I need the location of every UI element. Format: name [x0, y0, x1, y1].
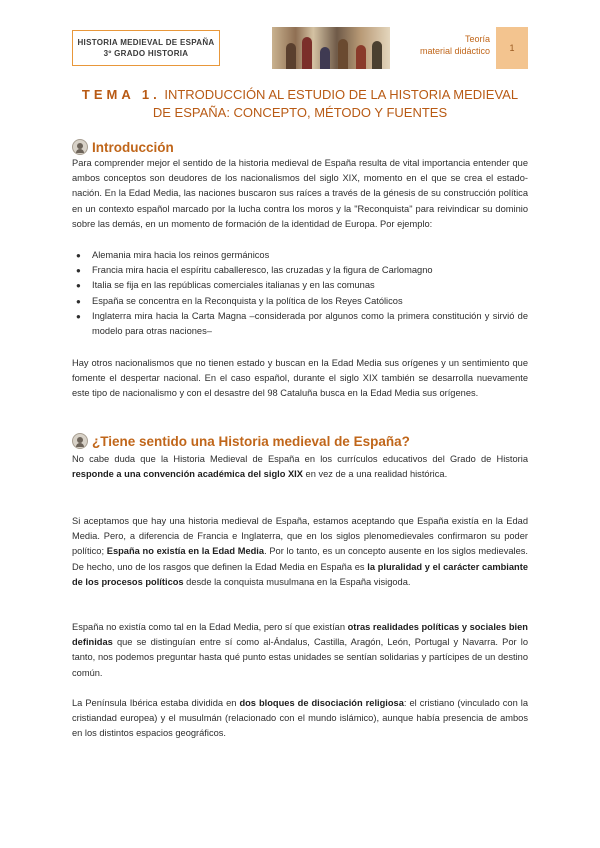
text-run: que se distinguían entre sí como al-Ándalus, Castilla, Aragón, León, Portugal y Navarra. Por lo tanto, nos podemos preguntar hasta qué punto estas unidades se sentían solidarias y partícipes de un destino común. — [72, 637, 528, 678]
list-item: ● España se concentra en la Reconquista y la política de los Reyes Católicos — [72, 294, 528, 309]
material-type-line1: Teoría — [464, 34, 490, 44]
course-label-box — [72, 30, 220, 66]
bold-text-run: la pluralidad y el carácter cambiante de los procesos políticos — [72, 561, 529, 587]
title-tema: TEMA 1. — [81, 87, 161, 102]
page-title — [72, 86, 528, 122]
bold-text-run: otras realidades políticas y sociales bien definidas — [72, 622, 528, 648]
page-number: 1 — [496, 27, 528, 69]
intro-paragraph: Para comprender mejor el sentido de la historia medieval de España resulta de vital importancia entender que ambos conceptos son deudores de los nacionalismos del siglo XIX, momento en el que se crea el estado-nación. En la Edad Media, las naciones buscaron sus raíces a través de la génesis de su construcción política en un contexto español marcado por la lucha contra los moros y la "Reconquista" para reivindicar su dominio sobre las demás, en un momento de formación de la identidad de Europa. Por ejemplo: — [72, 158, 528, 229]
text-run: : el cristiano (vinculado con la cristiandad europea) y el musulmán (relacionado con el mundo islámico), aunque había presencia de ambos en los distintos espacios geográficos. — [72, 698, 529, 739]
list-item: ● Inglaterra mira hacia la Carta Magna –considerada por algunos como la primera constitución y sirvió de modelo para otras naciones– — [72, 309, 528, 339]
text-run: en vez de a una realidad histórica. — [302, 469, 448, 480]
list-item: ● Italia se fija en las repúblicas comerciales italianas y en las comunas — [72, 278, 528, 293]
bold-text-run: dos bloques de disociación religiosa — [239, 698, 404, 708]
title-line2: DE ESPAÑA: CONCEPTO, MÉTODO Y FUENTES — [152, 105, 448, 120]
bold-text-run: España no existía en la Edad Media — [106, 546, 265, 557]
section-heading-text: ¿Tiene sentido una Historia medieval de España? — [92, 433, 410, 449]
section-heading-introduccion — [72, 138, 174, 156]
material-type-line2: material didáctico — [419, 46, 490, 56]
examples-list — [72, 248, 528, 339]
paragraph-espana-no-existia — [72, 514, 528, 590]
scholar-icon — [72, 433, 88, 449]
paragraph-convencion — [72, 452, 528, 482]
text-run: La Península Ibérica estaba dividida en — [72, 698, 240, 708]
title-line1: INTRODUCCIÓN AL ESTUDIO DE LA HISTORIA MEDIEVAL — [164, 87, 519, 102]
paragraph-realidades-politicas — [72, 620, 528, 681]
text-run: España no existía como tal en la Edad Media, pero sí que existían — [72, 622, 348, 632]
section-heading-sentido — [72, 432, 410, 450]
text-run: No cabe duda que la Historia Medieval de España en los currículos educativos del Grado de Historia — [72, 454, 528, 464]
closing-paragraph: Hay otros nacionalismos que no tienen estado y buscan en la Edad Media sus orígenes y un sentimiento que fomente el despertar nacional. En el caso español, durante el siglo XIX también se desarrolla nuevamente este tipo de nacionalismo y con el desastre del 98 Cataluña busca en la Edad Media sus orígenes. — [72, 358, 528, 399]
header-painting-image — [272, 27, 390, 69]
bold-text-run: responde a una convención académica del siglo XIX — [72, 469, 303, 480]
text-run: . Por lo tanto, es un concepto ausente en los siglos medievales. De hecho, uno de los rasgos que definen la Edad Media en España es — [72, 546, 528, 572]
section-heading-text: Introducción — [92, 139, 174, 155]
course-name: HISTORIA MEDIEVAL DE ESPAÑA — [77, 38, 215, 47]
list-item: ● Francia mira hacia el espíritu caballeresco, las cruzadas y la figura de Carlomagno — [72, 263, 528, 278]
text-run: Si aceptamos que hay una historia medieval de España, estamos aceptando que España existía en la Edad Media. Pero, a diferencia de Francia e Inglaterra, que en los siglos plenomedievales confirmaron su poder político; — [72, 516, 528, 557]
text-run: desde la conquista musulmana en la España visigoda. — [183, 576, 411, 587]
material-type-label — [390, 27, 496, 69]
scholar-icon — [72, 139, 88, 155]
paragraph-bloques-religiosos — [72, 696, 528, 742]
course-grade: 3º GRADO HISTORIA — [103, 49, 189, 58]
list-item: ● Alemania mira hacia los reinos germánicos — [72, 248, 528, 263]
